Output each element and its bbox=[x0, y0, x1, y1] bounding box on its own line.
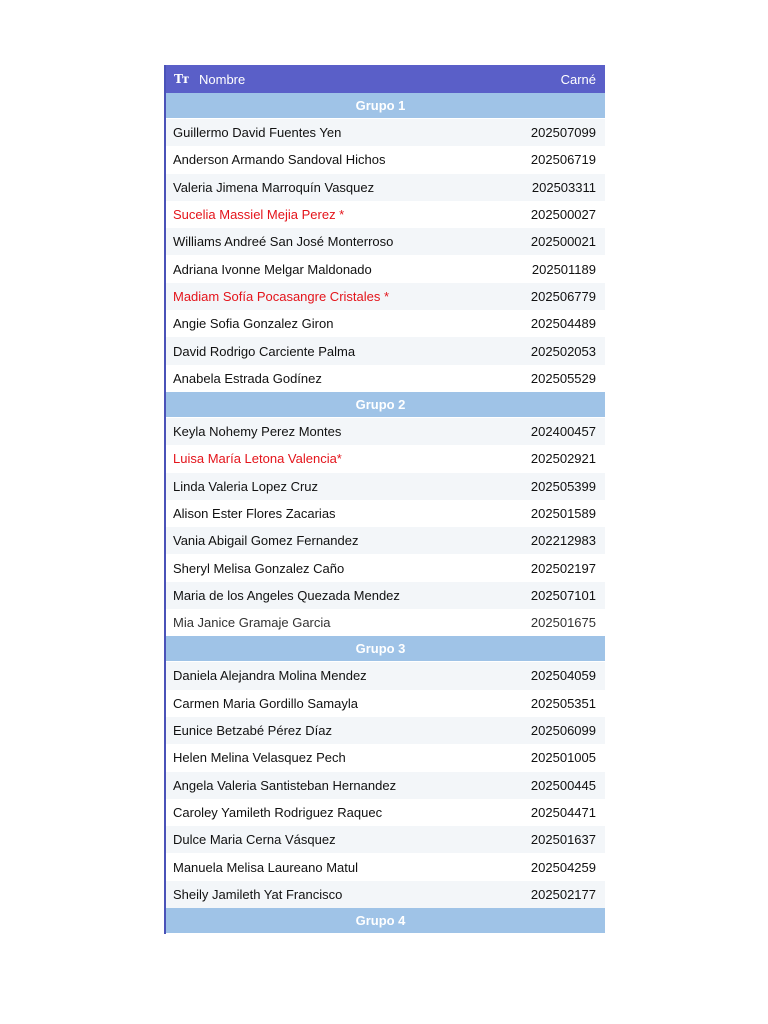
student-name: David Rodrigo Carciente Palma bbox=[173, 343, 356, 359]
student-id: 202502177 bbox=[530, 886, 596, 902]
table-row[interactable] bbox=[166, 283, 605, 310]
table-row[interactable] bbox=[166, 228, 605, 255]
table-row[interactable] bbox=[166, 744, 605, 771]
student-name: Eunice Betzabé Pérez Díaz bbox=[173, 723, 332, 739]
student-id: 202501189 bbox=[531, 261, 596, 277]
table-row[interactable] bbox=[166, 609, 605, 636]
group-header: Grupo 4 bbox=[166, 908, 605, 933]
student-name: Adriana Ivonne Melgar Maldonado bbox=[173, 261, 372, 277]
student-id: 202500445 bbox=[530, 777, 596, 793]
student-name: Sucelia Massiel Mejia Perez * bbox=[173, 207, 345, 223]
table-row[interactable] bbox=[166, 445, 605, 472]
student-name: Helen Melina Velasquez Pech bbox=[173, 750, 346, 766]
student-id: 202501005 bbox=[530, 750, 596, 766]
student-name: Alison Ester Flores Zacarias bbox=[173, 506, 336, 521]
student-name: Daniela Alejandra Molina Mendez bbox=[173, 668, 367, 684]
table-row[interactable] bbox=[166, 662, 605, 689]
student-id: 202212983 bbox=[530, 533, 596, 549]
student-name: Anabela Estrada Godínez bbox=[173, 370, 322, 386]
student-name: Madiam Sofía Pocasangre Cristales * bbox=[173, 288, 390, 304]
student-name: Luisa María Letona Valencia* bbox=[173, 451, 342, 467]
student-id: 202504489 bbox=[530, 316, 596, 332]
table-row[interactable] bbox=[166, 772, 605, 799]
table-row[interactable] bbox=[166, 826, 605, 853]
student-name: Valeria Jimena Marroquín Vasquez bbox=[173, 179, 375, 195]
table-row[interactable] bbox=[166, 119, 605, 146]
table-row[interactable] bbox=[166, 717, 605, 744]
table-header bbox=[166, 65, 605, 93]
student-name: Sheryl Melisa Gonzalez Caño bbox=[173, 560, 345, 576]
student-id: 202500027 bbox=[530, 207, 596, 223]
student-id: 202400457 bbox=[530, 424, 596, 440]
student-name: Dulce Maria Cerna Vásquez bbox=[173, 832, 336, 848]
student-id: 202501675 bbox=[530, 615, 596, 631]
student-id: 202502053 bbox=[530, 343, 596, 359]
student-id: 202507099 bbox=[530, 125, 596, 141]
student-name: Anderson Armando Sandoval Hichos bbox=[173, 152, 386, 168]
student-id: 202500021 bbox=[530, 234, 596, 250]
table-row[interactable] bbox=[166, 255, 605, 282]
text-type-icon: Tт bbox=[174, 72, 189, 86]
student-id: 202506099 bbox=[530, 723, 596, 739]
student-id: 202504259 bbox=[530, 859, 596, 875]
student-id: 202504471 bbox=[530, 804, 596, 820]
student-name: Vania Abigail Gomez Fernandez bbox=[173, 533, 359, 549]
student-id: 202502921 bbox=[530, 451, 596, 467]
table-row[interactable] bbox=[166, 473, 605, 500]
id-column-header[interactable]: Carné bbox=[560, 71, 596, 87]
table-row[interactable] bbox=[166, 500, 605, 527]
table-row[interactable] bbox=[166, 201, 605, 228]
table-row[interactable] bbox=[166, 881, 605, 908]
student-id: 202504059 bbox=[530, 668, 596, 684]
student-id: 202505351 bbox=[530, 695, 596, 711]
student-id: 202501589 bbox=[530, 506, 596, 521]
table-row[interactable] bbox=[166, 337, 605, 364]
student-id: 202505399 bbox=[530, 478, 596, 494]
table-body bbox=[166, 93, 605, 933]
table-row[interactable] bbox=[166, 146, 605, 173]
table-row[interactable] bbox=[166, 582, 605, 609]
student-name: Linda Valeria Lopez Cruz bbox=[173, 478, 319, 494]
student-name: Angela Valeria Santisteban Hernandez bbox=[173, 777, 397, 793]
name-column-header[interactable]: Nombre bbox=[199, 71, 246, 87]
student-table bbox=[164, 65, 605, 934]
table-row[interactable] bbox=[166, 418, 605, 445]
student-name: Mia Janice Gramaje Garcia bbox=[173, 615, 331, 631]
student-id: 202503311 bbox=[531, 179, 596, 195]
student-name: Maria de los Angeles Quezada Mendez bbox=[173, 587, 400, 603]
student-name: Guillermo David Fuentes Yen bbox=[173, 125, 342, 141]
student-id: 202506779 bbox=[530, 288, 596, 304]
table-row[interactable] bbox=[166, 174, 605, 201]
group-header: Grupo 1 bbox=[166, 93, 605, 118]
table-row[interactable] bbox=[166, 799, 605, 826]
table-row[interactable] bbox=[166, 690, 605, 717]
table-row[interactable] bbox=[166, 527, 605, 554]
student-name: Angie Sofia Gonzalez Giron bbox=[173, 316, 334, 332]
student-name: Carmen Maria Gordillo Samayla bbox=[173, 695, 358, 711]
group-header: Grupo 3 bbox=[166, 636, 605, 661]
table-row[interactable] bbox=[166, 365, 605, 392]
student-id: 202501637 bbox=[530, 832, 596, 848]
student-id: 202505529 bbox=[530, 370, 596, 386]
student-name: Manuela Melisa Laureano Matul bbox=[173, 859, 358, 875]
student-name: Caroley Yamileth Rodriguez Raquec bbox=[173, 804, 383, 820]
table-row[interactable] bbox=[166, 310, 605, 337]
student-name: Williams Andreé San José Monterroso bbox=[173, 234, 394, 250]
student-id: 202506719 bbox=[530, 152, 596, 168]
table-row[interactable] bbox=[166, 853, 605, 880]
student-name: Keyla Nohemy Perez Montes bbox=[173, 424, 342, 440]
student-id: 202507101 bbox=[530, 587, 596, 603]
student-name: Sheily Jamileth Yat Francisco bbox=[173, 886, 343, 902]
group-header: Grupo 2 bbox=[166, 392, 605, 417]
table-row[interactable] bbox=[166, 554, 605, 581]
student-id: 202502197 bbox=[530, 560, 596, 576]
